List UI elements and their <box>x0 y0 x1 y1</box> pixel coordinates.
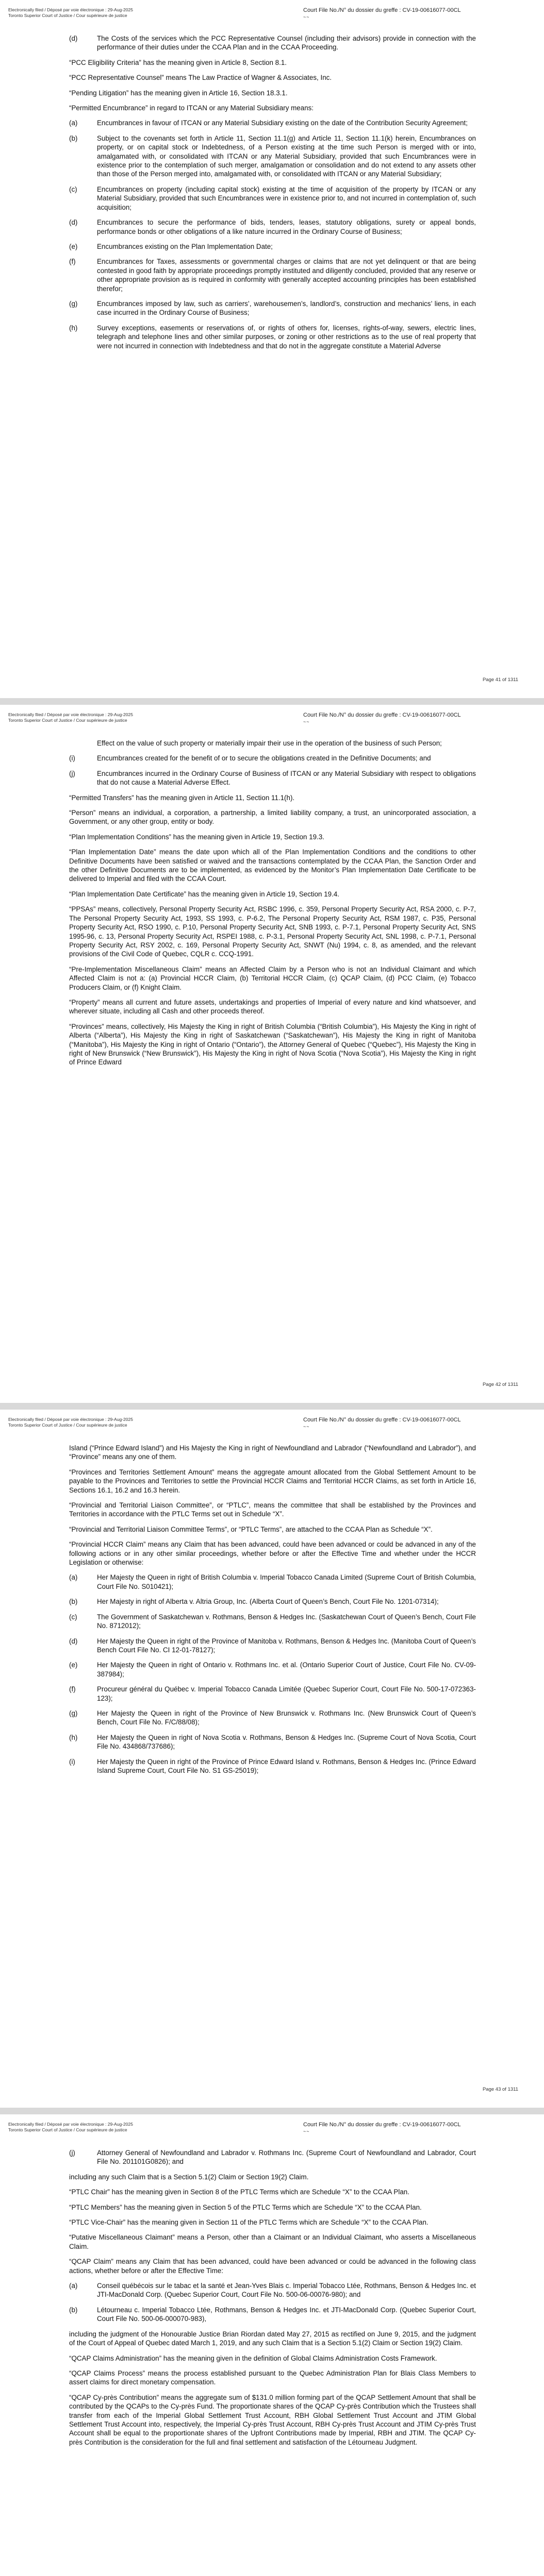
court-file-number <box>303 2122 461 2135</box>
list-item-label: (a) <box>69 119 78 127</box>
definition-paragraph: “PTLC Chair” has the meaning given in Section 8 of the PTLC Terms which are Schedule “X” to the CCAA Plan. <box>69 2188 409 2196</box>
list-item-text: The Government of Saskatchewan v. Rothmans, Benson & Hedges Inc. (Saskatchewan Court of Queen’s Bench, Court File No. 8712012); <box>97 1613 476 1630</box>
list-item-text: The Costs of the services which the PCC Representative Counsel (including their advisors) provide in connection with the performance of their duties under the CCAA Plan and in the CCAA Proceeding. <box>97 35 476 52</box>
list-item-label: (b) <box>69 1598 78 1606</box>
court-file-number <box>303 712 461 725</box>
page-body <box>69 34 476 357</box>
court-file-label: Court File No./N° du dossier du greffe : CV-19-00616077-00CL <box>303 1417 461 1423</box>
definition-paragraph: “Plan Implementation Date Certificate” has the meaning given in Article 19, Section 19.4. <box>69 890 340 898</box>
definition-paragraph: including the judgment of the Honourable Justice Brian Riordan dated May 27, 2015 as rectified on June 9, 2015, and the judgment of the Court of Appeal of Quebec dated March 1, 2019, and any such Claim that is a Section 5.1(2) Claim or Section 19(2) Claim. <box>69 2330 476 2347</box>
list-item-label: (d) <box>69 218 78 227</box>
definition-paragraph: “QCAP Cy-près Contribution” means the aggregate sum of $131.0 million forming part of the QCAP Settlement Amount that shall be contributed by the QCAPs to the Cy-près Fund. The proportionate shares of the QCAP Cy-près Contribution which the Trustees shall transfer from each of the Imperial Global Settlement Trust Account, RBH Global Settlement Trust Account and JTIM Global Settlement Trust Account into, respectively, the Imperial Cy-près Trust Account, RBH Cy-près Trust Account and JTIM Cy-près Trust Account shall be equal to the proportionate shares of the Upfront Contributions made by Imperial, RBH and JTIM. The QCAP Cy-près Contribution is the consideration for the full and final settlement and satisfaction of the Létourneau Judgment. <box>69 2393 476 2446</box>
list-item-label: (b) <box>69 134 78 142</box>
filing-stamp-line: Toronto Superior Court of Justice / Cour supérieure de justice <box>8 718 127 723</box>
list-item-label: (g) <box>69 299 78 308</box>
definition-paragraph: “Permitted Transfers” has the meaning given in Article 11, Section 11.1(h). <box>69 793 295 802</box>
court-file-mark: ~~ <box>303 1424 310 1429</box>
filing-stamp <box>8 1417 133 1428</box>
court-file-number <box>303 1417 461 1430</box>
definition-paragraph: “QCAP Claim” means any Claim that has been advanced, could have been advanced or could be advanced in the following class actions, whether before or after the Effective Time: <box>69 2258 476 2275</box>
filing-stamp <box>8 7 133 19</box>
list-item-label: (b) <box>69 2306 78 2314</box>
list-item-text: Her Majesty the Queen in right of the Province of New Brunswick v. Rothmans Inc. (New Brunswick Court of Queen’s Bench, Court File No. F/C/88/08); <box>97 1709 476 1726</box>
list-item-text: Her Majesty the Queen in right of Nova Scotia v. Rothmans, Benson & Hedges Inc. (Supreme Court of Nova Scotia, Court File No. 434868/737686); <box>97 1733 476 1751</box>
list-item-label: (c) <box>69 1613 77 1621</box>
definition-paragraph: “PTLC Vice-Chair” has the meaning given in Section 11 of the PTLC Terms which are Schedule “X” to the CCAA Plan. <box>69 2218 428 2227</box>
list-item <box>69 1733 476 1751</box>
list-item <box>69 324 476 350</box>
list-item-text: Encumbrances imposed by law, such as carriers’, warehousemen’s, landlord’s, construction and mechanics’ liens, in each case incurred in the Ordinary Course of Business; <box>97 299 476 317</box>
definition-paragraph: “Provinces” means, collectively, His Majesty the King in right of British Columbia (“British Columbia”), His Majesty the King in right of Alberta (“Alberta”), His Majesty the King in right of Saskatchewan (“Saskatchewan”), His Majesty the King in right of Manitoba (“Manitoba”), His Majesty the King in right of Ontario (“Ontario”), the Attorney General of Quebec (“Quebec”), His Majesty the King in right of New Brunswick (“New Brunswick”), His Majesty the King in right of Nova Scotia (“Nova Scotia”), His Majesty the King in right of Prince Edward <box>69 1022 476 1066</box>
list-item-text: Encumbrances in favour of ITCAN or any Material Subsidiary existing on the date of the Contribution Security Agreement; <box>97 119 468 127</box>
page-body <box>69 1444 476 1781</box>
list-item-text: Her Majesty in right of Alberta v. Altria Group, Inc. (Alberta Court of Queen’s Bench, Court File No. 1201-07314); <box>97 1598 439 1606</box>
page-number: Page 42 of 1311 <box>482 1382 518 1387</box>
list-item-label: (h) <box>69 1733 78 1741</box>
filing-stamp-line: Toronto Superior Court of Justice / Cour supérieure de justice <box>8 2127 127 2132</box>
list-item-text: Encumbrances incurred in the Ordinary Course of Business of ITCAN or any Material Subsidiary with respect to obligations that do not cause a Material Adverse Effect. <box>97 769 476 787</box>
page-number: Page 41 of 1311 <box>482 677 518 683</box>
list-item <box>69 185 476 212</box>
list-item-label: (e) <box>69 1661 78 1669</box>
definition-paragraph: “PCC Representative Counsel” means The Law Practice of Wagner & Associates, Inc. <box>69 74 332 82</box>
definition-paragraph: “Plan Implementation Conditions” has the meaning given in Article 19, Section 19.3. <box>69 833 324 841</box>
definition-paragraph: “Pre-Implementation Miscellaneous Claim” means an Affected Claim by a Person who is not an Individual Claimant and which Affected Claim is not a: (a) Provincial HCCR Claim, (b) Territorial HCCR Claim, (c) QCAP Claim, (d) PCC Claim, (e) Tobacco Producers Claim, or (f) Knight Claim. <box>69 965 476 991</box>
list-item <box>69 754 476 762</box>
definition-paragraph: “Person” means an individual, a corporation, a partnership, a limited liability company, a trust, an unincorporated association, a Government, or any other group, entity or body. <box>69 809 476 826</box>
definition-paragraph: “PTLC Members” has the meaning given in Section 5 of the PTLC Terms which are Schedule “X” to the CCAA Plan. <box>69 2203 422 2211</box>
list-item-label: (e) <box>69 242 78 250</box>
list-item-label: (a) <box>69 1573 78 1582</box>
definition-paragraph: “PPSAs” means, collectively, Personal Property Security Act, RSBC 1996, c. 359, Personal Property Security Act, RSA 2000, c. P-7, The Personal Property Security Act, 1993, SS 1993, c. P-6.2, The Personal Property Security Act, RSM 1987, c. P35, Personal Property Security Act, RSO 1990, c. P.10, Personal Property Security Act, SNB 1993, c. P-7.1, Personal Property Security Act, SNS 1995-96, c. 13, Personal Property Security Act, RSPEI 1988, c. P-3.1, Personal Property Security Act, SNL 1998, c. P-7.1, Personal Property Security Act, RSY 2002, c. 169, Personal Property Security Act, SNWT (Nu) 1994, c. 8, as amended, and the relevant provisions of the Civil Code of Quebec, CQLR c. CCQ-1991. <box>69 905 476 958</box>
definition-paragraph: “Property” means all current and future assets, undertakings and properties of Imperial of every nature and kind whatsoever, and wherever situate, including all Cash and other proceeds thereof. <box>69 998 476 1015</box>
filing-stamp-line: Toronto Superior Court of Justice / Cour supérieure de justice <box>8 13 127 18</box>
list-item <box>69 1685 476 1703</box>
list-item <box>69 1709 476 1727</box>
list-item-label: (d) <box>69 1637 78 1645</box>
filing-stamp-line: Electronically filed / Déposé par voie électronique : 29-Aug-2025 <box>8 1417 133 1422</box>
list-item <box>69 1637 476 1655</box>
court-file-mark: ~~ <box>303 14 310 20</box>
list-item-label: (d) <box>69 35 78 42</box>
filing-stamp-line: Electronically filed / Déposé par voie électronique : 29-Aug-2025 <box>8 712 133 717</box>
list-item-label: (f) <box>69 258 76 266</box>
list-item <box>69 1573 476 1591</box>
list-item <box>69 34 476 52</box>
list-item <box>69 2306 476 2324</box>
list-item-text: Encumbrances to secure the performance of bids, tenders, leases, statutory obligations, surety or appeal bonds, performance bonds or other obligations of a like nature incurred in the Ordinary Course of Business; <box>97 218 476 235</box>
list-item-text: Encumbrances on property (including capital stock) existing at the time of acquisition of the property by ITCAN or any Material Subsidiary, provided that such Encumbrances were in existence prior to, and not incurred in contemplation of, such acquisition; <box>97 185 476 211</box>
list-item <box>69 1660 476 1679</box>
list-item-continuation: Effect on the value of such property or materially impair their use in the operation of the business of such Person; <box>97 739 442 747</box>
list-item-text: Her Majesty the Queen in right of British Columbia v. Imperial Tobacco Canada Limited (Supreme Court of British Columbia, Court File No. S010421); <box>97 1573 476 1590</box>
list-item-label: (g) <box>69 1709 78 1717</box>
list-item-text: Survey exceptions, easements or reservations of, or rights of others for, licenses, rights-of-way, sewers, electric lines, telegraph and telephone lines and other similar purposes, or zoning or other restrictions as to the use of real property that were not incurred in connection with Indebtedness and that do not in the aggregate constitute a Material Adverse <box>97 324 476 350</box>
page-number: Page 43 of 1311 <box>482 2087 518 2092</box>
document-page <box>0 705 544 1403</box>
filing-stamp <box>8 712 133 723</box>
list-item <box>69 1613 476 1631</box>
list-item-text: Her Majesty the Queen in right of Ontario v. Rothmans Inc. et al. (Ontario Superior Court of Justice, Court File No. CV-09-387984); <box>97 1661 476 1678</box>
list-item-label: (j) <box>69 2149 75 2157</box>
list-item <box>69 2148 476 2166</box>
definition-paragraph: “QCAP Claims Process” means the process established pursuant to the Quebec Administration Plan for Blais Class Members to assert claims for direct monetary compensation. <box>69 2369 476 2386</box>
document-page <box>0 1410 544 2108</box>
list-item-text: Subject to the covenants set forth in Article 11, Section 11.1(g) and Article 11, Section 11.1(k) herein, Encumbrances on property, or on capital stock or Indebtedness, of a Person existing at the time such Person is merged with or into, amalgamated with, or consolidated with ITCAN or any Material Subsidiary, provided that such Encumbrances were in existence prior to the contemplation of such merger, amalgamation or consolidation and do not extend to any assets other than those of the Person merged into, amalgamated with, or consolidated with ITCAN or any Material Subsidiary; <box>97 134 476 178</box>
definition-paragraph: “Provincial HCCR Claim” means any Claim that has been advanced, could have been advanced or could be advanced in any of the following actions or in any other similar proceedings, whether before or after the Effective Time and whether under the HCCR Legislation or otherwise: <box>69 1540 476 1567</box>
definition-paragraph: “Permitted Encumbrance” in regard to ITCAN or any Material Subsidiary means: <box>69 104 314 112</box>
court-file-mark: ~~ <box>303 719 310 724</box>
filing-stamp-line: Electronically filed / Déposé par voie électronique : 29-Aug-2025 <box>8 7 133 12</box>
list-item-label: (h) <box>69 324 78 332</box>
list-item-label: (f) <box>69 1685 76 1693</box>
list-item-text: Her Majesty the Queen in right of the Province of Manitoba v. Rothmans, Benson & Hedges Inc. (Manitoba Court of Queen’s Bench Court File No. CI 12-01-78127); <box>97 1637 476 1654</box>
list-item <box>69 299 476 317</box>
list-item <box>69 218 476 236</box>
list-item-text: Létourneau c. Imperial Tobacco Ltée, Rothmans, Benson & Hedges Inc. et JTI-MacDonald Corp. (Quebec Superior Court, Court File No. 500-06-000070-983), <box>97 2306 476 2323</box>
list-item <box>69 257 476 293</box>
definition-paragraph: “Provinces and Territories Settlement Amount” means the aggregate amount allocated from the Global Settlement Amount to be payable to the Provinces and Territories to settle the Provincial HCCR Claims and Territorial HCCR Claims, as set forth in Article 16, Sections 16.1, 16.2 and 16.3 herein. <box>69 1468 476 1494</box>
list-item <box>69 2281 476 2299</box>
filing-stamp <box>8 2122 133 2133</box>
definition-paragraph: “Putative Miscellaneous Claimant” means a Person, other than a Claimant or an Individual Claimant, who asserts a Miscellaneous Claim. <box>69 2233 476 2250</box>
list-item-label: (c) <box>69 185 77 193</box>
definition-paragraph: including any such Claim that is a Section 5.1(2) Claim or Section 19(2) Claim. <box>69 2173 309 2181</box>
list-item-text: Encumbrances existing on the Plan Implementation Date; <box>97 242 273 250</box>
document-page <box>0 0 544 698</box>
list-item <box>69 769 476 787</box>
list-item-label: (i) <box>69 754 75 762</box>
definition-paragraph: “PCC Eligibility Criteria” has the meaning given in Article 8, Section 8.1. <box>69 58 287 66</box>
page-body <box>69 739 476 1073</box>
list-item <box>69 118 476 127</box>
list-item <box>69 1757 476 1775</box>
list-item-text: Encumbrances created for the benefit of or to secure the obligations created in the Definitive Documents; and <box>97 754 431 762</box>
list-item-text: Encumbrances for Taxes, assessments or governmental charges or claims that are not yet delinquent or that are being contested in good faith by appropriate proceedings promptly instituted and diligently concluded, provided that any reserve or other appropriate provision as is required in conformity with generally accepted accounting principles has been established therefor; <box>97 258 476 293</box>
court-file-label: Court File No./N° du dossier du greffe : CV-19-00616077-00CL <box>303 712 461 718</box>
filing-stamp-line: Toronto Superior Court of Justice / Cour supérieure de justice <box>8 1422 127 1428</box>
court-file-label: Court File No./N° du dossier du greffe : CV-19-00616077-00CL <box>303 2122 461 2128</box>
filing-stamp-line: Electronically filed / Déposé par voie électronique : 29-Aug-2025 <box>8 2122 133 2127</box>
list-item-label: (j) <box>69 769 75 777</box>
definition-paragraph: “Provincial and Territorial Liaison Committee”, or “PTLC”, means the committee that shall be established by the Provinces and Territories in accordance with the PTLC Terms set out in Schedule “X”. <box>69 1501 476 1518</box>
list-item-text: Procureur général du Québec v. Imperial Tobacco Canada Limitée (Quebec Superior Court, Court File No. 500-17-072363-123); <box>97 1685 476 1702</box>
court-file-mark: ~~ <box>303 2129 310 2134</box>
list-item-label: (i) <box>69 1757 75 1766</box>
list-item-text: Her Majesty the Queen in right of the Province of Prince Edward Island v. Rothmans, Benson & Hedges Inc. (Prince Edward Island Supreme Court, Court File No. S1 GS-25019); <box>97 1757 476 1774</box>
definition-paragraph: “Pending Litigation” has the meaning given in Article 16, Section 18.3.1. <box>69 89 288 97</box>
definition-paragraph: “Plan Implementation Date” means the date upon which all of the Plan Implementation Conditions and the conditions to other Definitive Documents have been satisfied or waived and the transactions contemplated by the CCAA Plan, the Sanction Order and the other Definitive Documents are to be implemented, as evidenced by the Monitor’s Plan Implementation Date Certificate to be delivered to Imperial and filed with the CCAA Court. <box>69 848 476 883</box>
page-body <box>69 2148 476 2453</box>
list-item <box>69 1597 476 1606</box>
list-item <box>69 242 476 251</box>
definition-paragraph: “QCAP Claims Administration” has the meaning given in the definition of Global Claims Administration Costs Framework. <box>69 2354 437 2362</box>
list-item-text: Conseil québécois sur le tabac et la santé et Jean-Yves Blais c. Imperial Tobacco Ltée, Rothmans, Benson & Hedges Inc. et JTI-MacDonald Corp. (Quebec Superior Court, Court File No. 500-06-00076-980); and <box>97 2282 476 2299</box>
definition-paragraph: Island (“Prince Edward Island”) and His Majesty the King in right of Newfoundland and Labrador (“Newfoundland and Labrador”), and “Province” means any one of them. <box>69 1444 476 1461</box>
court-file-number <box>303 7 461 21</box>
list-item-label: (a) <box>69 2282 78 2290</box>
list-item <box>69 134 476 179</box>
court-file-label: Court File No./N° du dossier du greffe : CV-19-00616077-00CL <box>303 7 461 13</box>
document-page <box>0 2114 544 2576</box>
definition-paragraph: “Provincial and Territorial Liaison Committee Terms”, or “PTLC Terms”, are attached to the CCAA Plan as Schedule “X”. <box>69 1525 433 1533</box>
list-item-text: Attorney General of Newfoundland and Labrador v. Rothmans Inc. (Supreme Court of Newfoundland and Labrador, Court File No. 201101G0826); and <box>97 2149 476 2166</box>
